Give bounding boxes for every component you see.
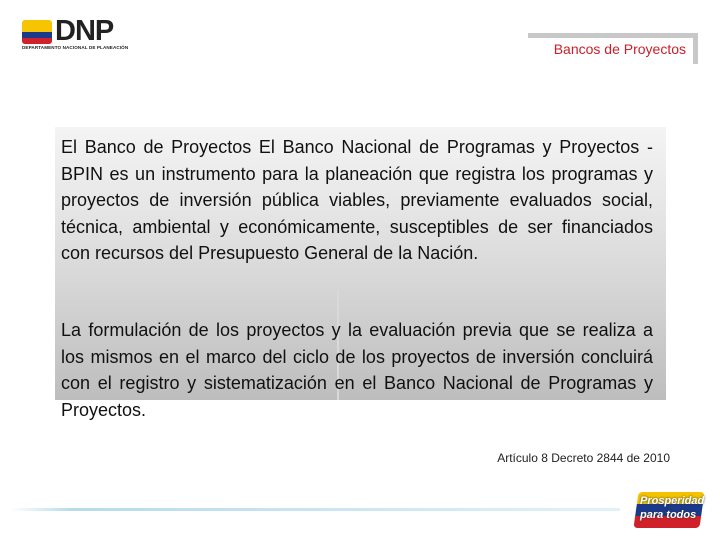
paragraph-definition: El Banco de Proyectos El Banco Nacional de Programas y Proyectos - BPIN es un instrumento para la planeación que registra los programas y proyectos de inversión pública viables, previamente evaluados social, técnica, ambiental y económicamente, susceptibles de ser financiados con recursos del Presupuesto General de la Nación. (61, 137, 653, 263)
logo-wordmark: DNP (55, 15, 114, 47)
footer-divider (10, 508, 620, 511)
legal-citation: Artículo 8 Decreto 2844 de 2010 (497, 451, 670, 465)
logo-subtitle: DEPARTAMENTO NACIONAL DE PLANEACIÓN (22, 45, 129, 50)
badge-line2: para todos (640, 509, 697, 521)
page-title: Bancos de Proyectos (553, 41, 686, 57)
colombia-flag-icon (22, 20, 52, 44)
paragraph-formulation: La formulación de los proyectos y la evaluación previa que se realiza a los mismos en el marco del ciclo de los proyectos de inversión concluirá con el registro y sistematización en el Banco Nacional de Programas y Proyectos. (61, 320, 653, 420)
badge-line1: Prosperidad (640, 495, 705, 507)
dnp-logo (22, 14, 137, 54)
prosperidad-badge (636, 490, 706, 530)
